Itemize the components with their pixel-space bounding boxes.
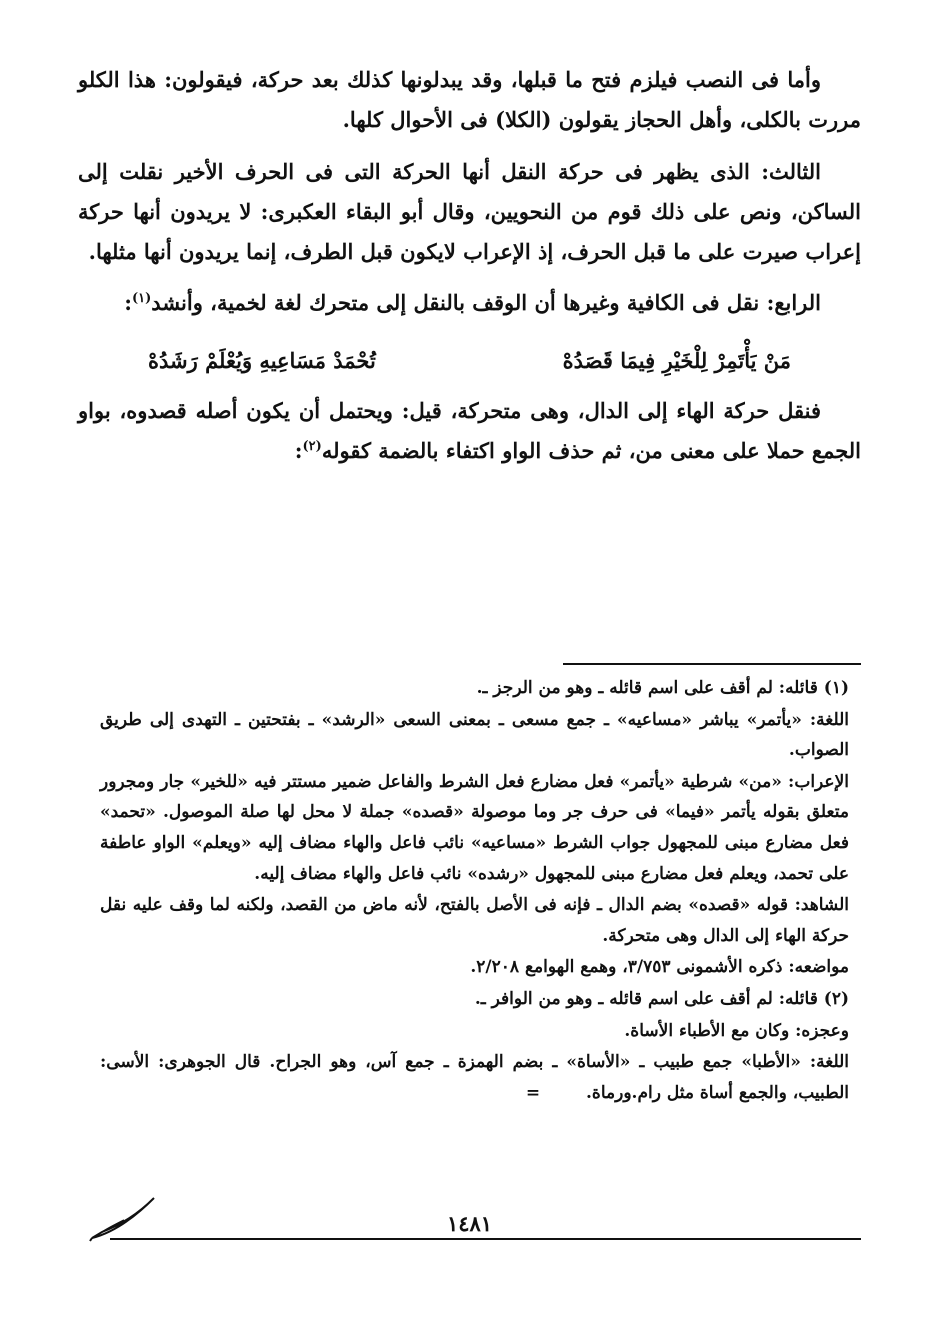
paragraph-4-end: : xyxy=(294,438,303,464)
footnote-1-irab: الإعراب: «من» شرطية «يأتمر» فعل مضارع فعل الشرط والفاعل ضمير مستتر فيه «للخير» جار ومجرور متعلق بقوله يأتمر «فيما» فى حرف جر وما موصولة «قصده» جملة لا محل لها صلة الموصول. «تحمد» فعل مضارع مبنى للمجهول جواب الشرط «مساعيه» نائب فاعل والهاء مضاف إليه «ويعلم» الواو عاطفة على تحمد، ويعلم فعل مضارع مبنى للمجهول «رشده» نائب فاعل والهاء مضاف إليه. xyxy=(100,771,849,884)
paragraph-3 xyxy=(78,283,861,323)
footnote-1-author: (١) قائله: لم أقف على اسم قائله ـ وهو من الرجز ـ. xyxy=(476,678,849,698)
verse-first-hemistich: مَنْ يَأْتَمِرْ لِلْخَيْرِ فِيمَا قَصَدُهْ xyxy=(562,348,791,374)
page-number: ١٤٨١ xyxy=(446,1211,493,1236)
paragraph-3-label: الرابع: xyxy=(766,290,821,316)
paragraph-1: وأما فى النصب فيلزم فتح ما قبلها، وقد يبدلونها كذلك بعد حركة، فيقولون: هذا الكلو مررت بالكلى، وأهل الحجاز يقولون (الكلا) فى الأحوال كلها. xyxy=(78,67,861,132)
footnote-2-lugha xyxy=(100,1047,849,1108)
footnote-2-ajuz: وعجزه: وكان مع الأطباء الأساة. xyxy=(624,1020,849,1041)
paragraph-2 xyxy=(78,152,861,272)
footnote-2-lugha-text: اللغة: «الأطبا» جمع طبيب ـ «الأساة» ـ بضم الهمزة ـ جمع آس، وهو الجراح. قال الجوهرى: الأسى: الطبيب، والجمع أساة مثل رام.ورماة. xyxy=(100,1052,849,1103)
main-text xyxy=(78,60,861,483)
footnote-1-shahid: الشاهد: قوله «قصده» بضم الدال ـ فإنه فى الأصل بالفتح، لأنه ماض من القصد، ولكنه لما وقف عليه نقل حركة الهاء إلى الدال وهى متحركة. xyxy=(100,895,849,946)
paragraph-2-text: الذى يظهر فى حركة النقل أنها الحركة التى فى الحرف الأخير نقلت إلى الساكن، ونص على ذلك قوم من النحويين، وقال أبو البقاء العكبرى: لا يريدون أنها حركة إعراب صيرت على ما قبل الحرف، إذ الإعراب لايكون قبل الطرف، إنما يريدون أنها مثلها. xyxy=(78,158,861,264)
footnote-ref-1: (١) xyxy=(132,291,152,307)
paragraph-2-label: الثالث: xyxy=(761,158,821,184)
verse-second-hemistich: تُحْمَدْ مَسَاعِيهِ وَيُعْلَمْ رَشَدُهْ xyxy=(148,348,376,374)
paragraph-4 xyxy=(78,391,861,471)
footnote-2-author: (٢) قائله: لم أقف على اسم قائله ـ وهو من الوافر ـ. xyxy=(474,988,849,1009)
footnote-1-mawadi: مواضعه: ذكره الأشمونى ٣/٧٥٣، وهمع الهوامع ٢/٢٠٨. xyxy=(470,957,849,978)
bottom-rule xyxy=(110,1238,861,1240)
footnote-separator xyxy=(563,663,861,665)
paragraph-3-end: : xyxy=(124,290,132,316)
quill-ornament-icon xyxy=(88,1194,158,1242)
paragraph-3-text: نقل فى الكافية وغيرها أن الوقف بالنقل إلى متحرك لغة لخمية، وأنشد xyxy=(151,290,767,316)
footnote-1-lugha: اللغة: «يأتمر» يباشر «مساعيه» ـ جمع مسعى ـ بمعنى السعى «الرشد» ـ بفتحتين ـ التهدى إلى طريق الصواب. xyxy=(100,709,849,761)
poetry-verse xyxy=(78,335,861,391)
footnotes xyxy=(100,673,849,1109)
footnote-continuation-mark: = xyxy=(525,1082,541,1103)
paragraph-4-text: فنقل حركة الهاء إلى الدال، وهى متحركة، قيل: ويحتمل أن يكون أصله قصدوه، بواو الجمع حملا على معنى من، ثم حذف الواو اكتفاء بالضمة كقوله xyxy=(78,398,861,464)
footnote-ref-2: (٢) xyxy=(302,439,322,455)
